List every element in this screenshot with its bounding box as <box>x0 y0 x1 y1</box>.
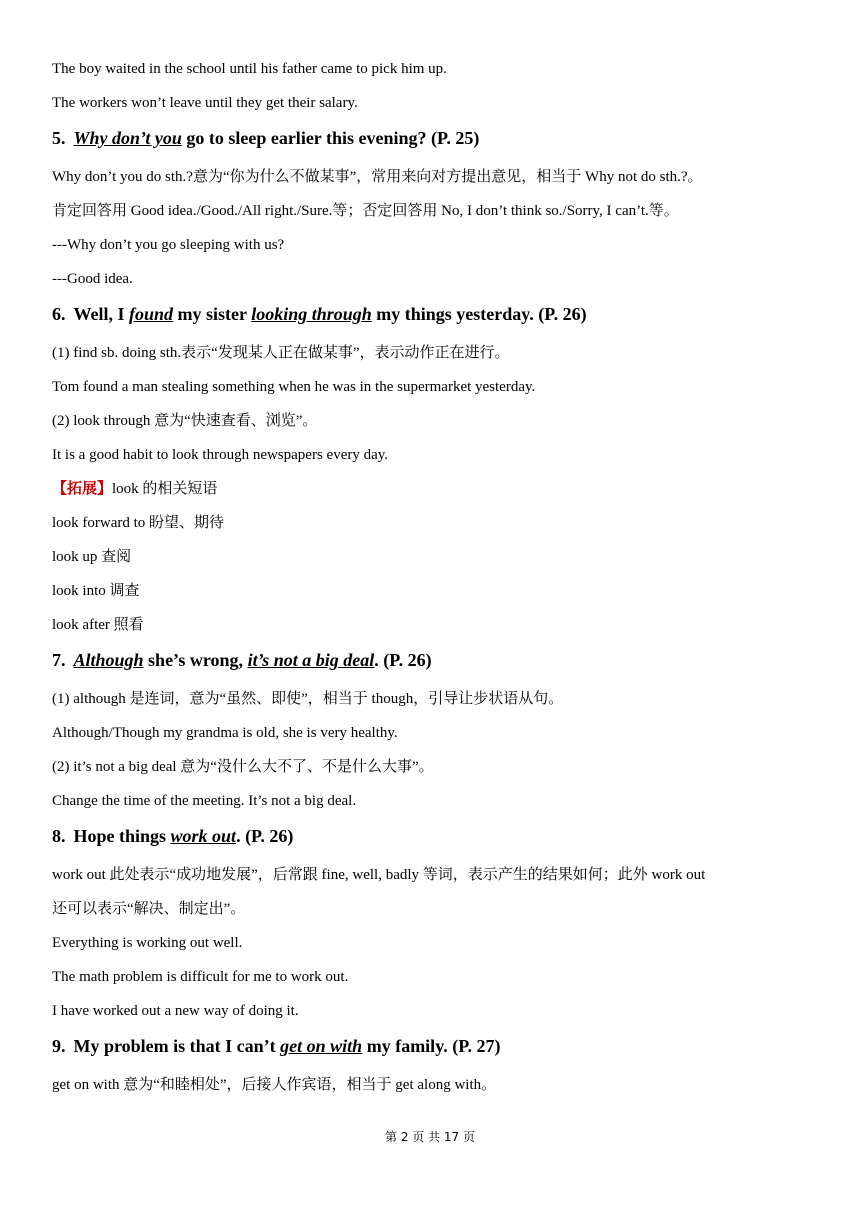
example-sentence: It is a good habit to look through newspapers every day. <box>52 447 389 463</box>
explanation-line: (1) although 是连词，意为“虽然、即使”，相当于 though，引导让步状语从句。 <box>52 691 564 707</box>
section-heading-9 <box>52 1028 822 1068</box>
section-heading-6 <box>52 296 822 336</box>
heading-text: . (P. 26) <box>374 650 432 670</box>
explanation-line: (2) it’s not a big deal 意为“没什么大不了、不是什么大事”。 <box>52 759 434 775</box>
explanation-line: 还可以表示“解决、制定出”。 <box>52 901 246 917</box>
heading-text: my things yesterday. (P. 26) <box>371 304 587 324</box>
heading-text: . (P. 26) <box>236 826 294 846</box>
heading-text: Well, I <box>73 304 130 324</box>
heading-text: she’s wrong, <box>143 650 248 670</box>
heading-text: My problem is that I can’t <box>73 1036 281 1056</box>
heading-number: 6. <box>52 304 66 324</box>
explanation-line: Why don’t you do sth.?意为“你为什么不做某事”，常用来向对方提出意见，相当于 Why not do sth.?。 <box>52 169 703 185</box>
explanation-line: get on with 意为“和睦相处”，后接人作宾语，相当于 get along with。 <box>52 1077 497 1093</box>
heading-text: Hope things <box>73 826 171 846</box>
extension-tag: 【拓展】 <box>52 481 113 497</box>
heading-key-phrase: get on with <box>280 1036 363 1056</box>
example-sentence: I have worked out a new way of doing it. <box>52 1003 299 1019</box>
example-sentence: Although/Though my grandma is old, she is very healthy. <box>52 725 398 741</box>
phrase-item: look into 调查 <box>52 583 140 599</box>
heading-text: my sister <box>173 304 252 324</box>
example-sentence: The boy waited in the school until his father came to pick him up. <box>52 61 447 77</box>
section-heading-8 <box>52 818 822 858</box>
example-sentence: Everything is working out well. <box>52 935 243 951</box>
extension-line <box>52 472 822 506</box>
heading-text: my family. (P. 27) <box>362 1036 501 1056</box>
document-page <box>52 52 822 1102</box>
example-dialogue: ---Why don’t you go sleeping with us? <box>52 237 285 253</box>
heading-key-phrase: Although <box>73 650 144 670</box>
explanation-line: 肯定回答用 Good idea./Good./All right./Sure.等；否定回答用 No, I don’t think so./Sorry, I can’t.等。 <box>52 203 679 219</box>
explanation-line: (2) look through 意为“快速查看、浏览”。 <box>52 413 318 429</box>
extension-text: look 的相关短语 <box>112 481 218 497</box>
example-sentence: The math problem is difficult for me to work out. <box>52 969 349 985</box>
explanation-line: (1) find sb. doing sth.表示“发现某人正在做某事”，表示动作正在进行。 <box>52 345 510 361</box>
example-sentence: Change the time of the meeting. It’s not a big deal. <box>52 793 357 809</box>
phrase-item: look forward to 盼望、期待 <box>52 515 225 531</box>
heading-number: 8. <box>52 826 66 846</box>
heading-number: 9. <box>52 1036 66 1056</box>
heading-key-phrase: work out <box>170 826 237 846</box>
example-sentence: The workers won’t leave until they get their salary. <box>52 95 358 111</box>
section-heading-7 <box>52 642 822 682</box>
heading-number: 5. <box>52 128 66 148</box>
explanation-line: work out 此处表示“成功地发展”，后常跟 fine, well, badly 等词，表示产生的结果如何；此外 work out <box>52 867 706 883</box>
example-sentence: Tom found a man stealing something when he was in the supermarket yesterday. <box>52 379 536 395</box>
heading-key-phrase: looking through <box>251 304 372 324</box>
phrase-item: look after 照看 <box>52 617 144 633</box>
heading-key-phrase: it’s not a big deal <box>247 650 375 670</box>
heading-text: go to sleep earlier this evening? (P. 25) <box>181 128 480 148</box>
heading-key-phrase: found <box>129 304 174 324</box>
section-heading-5 <box>52 120 822 160</box>
heading-key-phrase: Why don’t you <box>73 128 182 148</box>
page-footer: 第 2 页 共 17 页 <box>385 1130 475 1144</box>
heading-number: 7. <box>52 650 66 670</box>
phrase-item: look up 查阅 <box>52 549 132 565</box>
example-dialogue: ---Good idea. <box>52 271 133 287</box>
